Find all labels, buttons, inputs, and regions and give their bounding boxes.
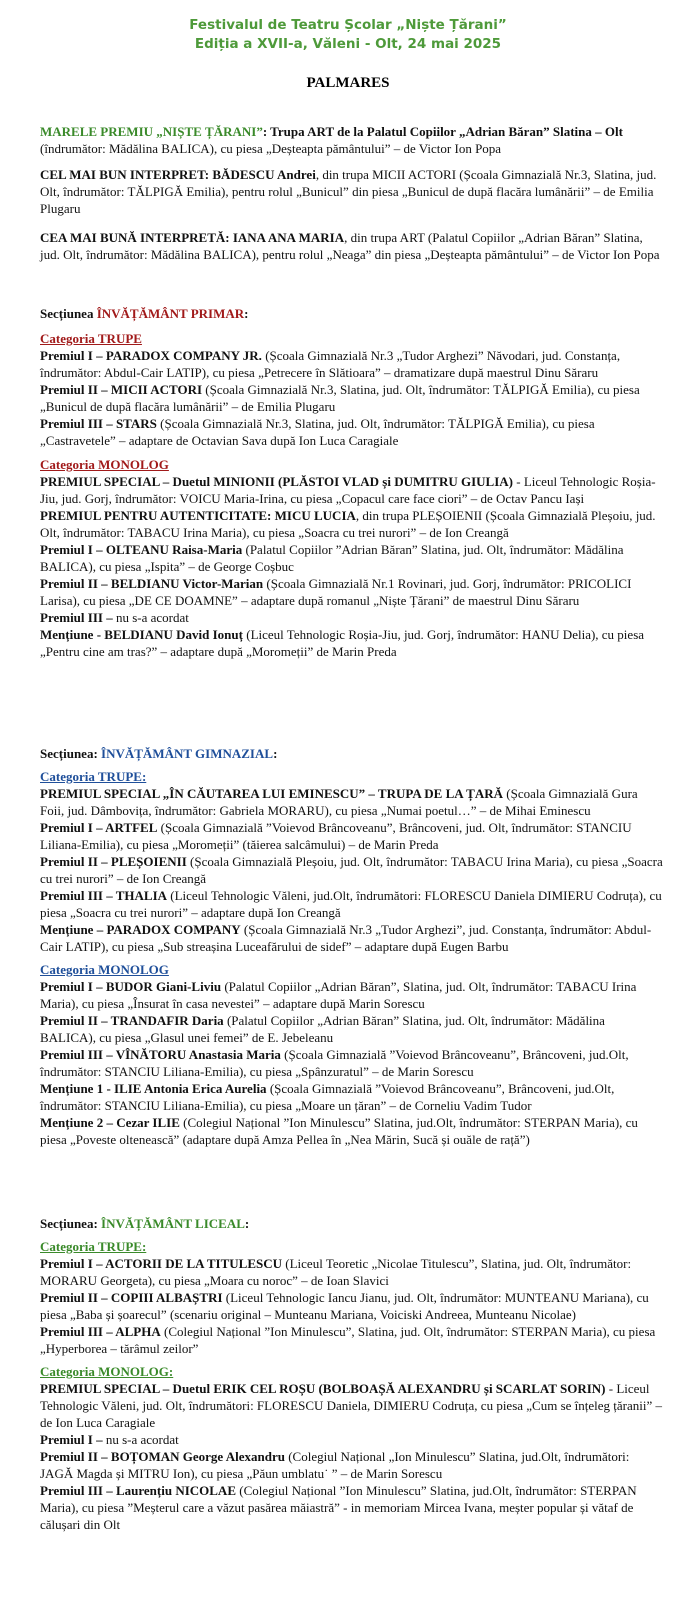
award-title: Premiul III – VÎNĂTORU Anastasia Maria xyxy=(40,1047,281,1062)
award-detail: (Liceul Tehnologic Roșia-Jiu, jud. Gorj, îndrumător: HANU Delia), cu piesa „Pentru cine am tras?” – adaptare după „Moromeții” de Marin Preda xyxy=(40,627,645,659)
award-title: Premiul III – STARS xyxy=(40,416,157,431)
award-entry xyxy=(40,921,664,955)
award-detail: (Școala Gimnazială Nr.3 „Tudor Arghezi”, jud. Constanța, îndrumător: Abdul-Cair LATIP), cu piesa „Sub streașina Luceafărului de sidef” – adaptare după Eugen Barbu xyxy=(40,922,652,954)
award-title: Premiul I – xyxy=(40,1432,103,1447)
best-actor xyxy=(40,166,664,217)
category-title: Categoria MONOLOG xyxy=(40,962,169,977)
award-title: Premiul II – MICII ACTORI xyxy=(40,382,203,397)
award-detail: (Palatul Copiilor „Adrian Băran”, Slatina, jud. Olt, îndrumător: TABACU Irina Maria), cu piesa „Însurat în casa nevestei” – adaptare după Marin Sorescu xyxy=(40,979,637,1011)
award-title: Mențiune - BELDIANU David Ionuț xyxy=(40,627,243,642)
award-detail: (Școala Gimnazială Pleșoiu, jud. Olt, îndrumător: TABACU Irina Maria), cu piesa „Soacra cu trei nurori” – de Ion Creangă xyxy=(40,854,663,886)
award-detail: (Liceul Tehnologic Iancu Jianu, jud. Olt, îndrumător: MUNTEANU Mariana), cu piesa „Baba și șoarecul” (scenariu original – Munteanu Mariana, Voiciski Andreea, Munteanu Nicolae) xyxy=(40,1290,649,1322)
award-detail: (Palatul Copiilor „Adrian Băran” Slatina, jud. Olt, îndrumător: Mădălina BALICA), cu piesa „Glasul unei femei” de E. Jebeleanu xyxy=(40,1013,605,1045)
section-suffix: : xyxy=(244,306,249,321)
award-entry xyxy=(40,853,664,887)
award-title: Premiul I – ACTORII DE LA TITULESCU xyxy=(40,1256,283,1271)
section-name: ÎNVĂȚĂMÂNT GIMNAZIAL xyxy=(101,746,274,761)
award-entry xyxy=(40,609,664,626)
award-entry xyxy=(40,1380,664,1431)
award-entry xyxy=(40,347,664,381)
award-title: Premiul II – BOȚOMAN George Alexandru xyxy=(40,1449,285,1464)
award-detail: (Colegiul Național ”Ion Minulescu” Slatina, jud.Olt, îndrumător: STERPAN Maria), cu piesa „Poveste oltenească” (adaptare după Amza Pellea în „Nea Mărin, Sucă și ouăle de rață”) xyxy=(40,1115,638,1147)
award-detail: - Liceul Tehnologic Roșia-Jiu, jud. Gorj, îndrumător: VOICU Maria-Irina, cu piesa „Copacul care face ciori” – de Octav Pancu Iași xyxy=(40,474,656,506)
category-title: Categoria TRUPE: xyxy=(40,1239,147,1254)
award-list xyxy=(40,1255,664,1357)
award-detail: - Liceul Tehnologic Văleni, jud. Olt, îndrumători: FLORESCU Daniela, DIMIERU Codruța, cu piesa „Cum se înțeleg țăranii” – de Ion Luca Caragiale xyxy=(40,1381,663,1430)
award-entry xyxy=(40,1323,664,1357)
award-entry xyxy=(40,575,664,609)
award-title: PREMIUL SPECIAL – Duetul MINIONII (PLĂSTOI VLAD și DUMITRU GIULIA) xyxy=(40,474,514,489)
section-primar xyxy=(40,305,664,660)
section-name: ÎNVĂȚĂMÂNT PRIMAR xyxy=(96,306,245,321)
award-entry xyxy=(40,1046,664,1080)
best-actress-detail: , din trupa ART (Palatul Copiilor „Adrian Băran” Slatina, jud. Olt, îndrumător: Mădălina BALICA), pentru rolul „Neaga” din piesa „Deșteapta pământului” – de Victor Ion Popa xyxy=(40,230,660,262)
award-detail: (Școala Gimnazială ”Voievod Brâncoveanu”, Brâncoveni, jud.Olt, îndrumător: STANCIU Liliana-Emilia), cu piesa „Spânzuratul” – de Marin Sorescu xyxy=(40,1047,629,1079)
section-suffix: : xyxy=(244,1216,250,1231)
award-entry xyxy=(40,1482,664,1533)
award-entry xyxy=(40,819,664,853)
award-detail: (Colegiul Național ”Ion Minulescu”, Slatina, jud. Olt, îndrumător: STERPAN Maria), cu piesa „Hyperborea – tărâmul zeilor” xyxy=(40,1324,656,1356)
award-detail: (Școala Gimnazială Nr.3, Slatina, jud. Olt, îndrumător: TĂLPIGĂ Emilia), cu piesa „Castravetele” – adaptare de Octavian Sava după Ion Luca Caragiale xyxy=(40,416,595,448)
grand-prize-detail: (îndrumător: Mădălina BALICA), cu piesa „Deșteapta pământului” – de Victor Ion Popa xyxy=(40,141,502,156)
category-title: Categoria TRUPE xyxy=(40,331,142,346)
best-actress-label: CEA MAI BUNĂ INTERPRETĂ: IANA ANA MARIA xyxy=(40,230,345,245)
award-title: Mențiune – PARADOX COMPANY xyxy=(40,922,241,937)
award-list xyxy=(40,473,664,660)
award-entry xyxy=(40,1289,664,1323)
palmares-heading: PALMARES xyxy=(306,75,390,91)
award-detail: (Școala Gimnazială ”Voievod Brâncoveanu”, Brâncoveni, jud. Olt, îndrumător: STANCIU Liliana-Emilia), cu piesa „Moromeții” (tăierea salcâmului) – de Marin Preda xyxy=(40,820,632,852)
section-gimnazial xyxy=(40,745,664,1148)
award-detail: (Școala Gimnazială Nr.1 Rovinari, jud. Gorj, îndrumător: PRICOLICI Larisa), cu piesa „DE CE DOAMNE” – adaptare după romanul „Niște Țărani” de maestrul Dinu Săraru xyxy=(40,576,632,608)
section-name: ÎNVĂȚĂMÂNT LICEAL xyxy=(101,1216,245,1231)
award-entry xyxy=(40,1114,664,1148)
grand-prize-label: MARELE PREMIU „NIȘTE ȚĂRANI” xyxy=(40,124,263,139)
award-detail: nu s-a acordat xyxy=(112,610,189,625)
award-title: Premiul I – BUDOR Giani-Liviu xyxy=(40,979,222,994)
award-entry xyxy=(40,626,664,660)
section-prefix: Secțiunea: xyxy=(40,1216,102,1231)
award-list xyxy=(40,347,664,449)
award-detail: (Liceul Teoretic „Nicolae Titulescu”, Slatina, jud. Olt, îndrumător: MORARU Georgeta), cu piesa „Moara cu noroc” – de Ioan Slavici xyxy=(40,1256,632,1288)
award-detail: (Școala Gimnazială Nr.3 „Tudor Arghezi” Năvodari, jud. Constanța, îndrumător: Abdul-Cair LATIP), cu piesa „Petrecere în Slătioara” – dramatizare după maestrul Dinu Săraru xyxy=(40,348,621,380)
festival-edition: Ediția a XVII-a, Văleni - Olt, 24 mai 2025 xyxy=(194,36,502,52)
award-title: Premiul II – BELDIANU Victor-Marian xyxy=(40,576,264,591)
award-entry xyxy=(40,1255,664,1289)
award-title: Premiul III – xyxy=(40,610,113,625)
award-detail: (Școala Gimnazială ”Voievod Brâncoveanu”, Brâncoveni, jud.Olt, îndrumător: STANCIU Liliana-Emilia), cu piesa „Moare un țăran” – de Corneliu Vadim Tudor xyxy=(40,1081,615,1113)
award-detail: , din trupa PLEȘOIENII (Școala Gimnazială Pleșoiu, jud. Olt, îndrumător: TABACU Irina Maria), cu piesa „Soacra cu trei nurori” – de Ion Creangă xyxy=(40,508,656,540)
grand-prize xyxy=(40,123,664,157)
award-entry xyxy=(40,473,664,507)
award-entry xyxy=(40,1080,664,1114)
award-entry xyxy=(40,381,664,415)
award-detail: (Liceul Tehnologic Văleni, jud.Olt, îndrumători: FLORESCU Daniela DIMIERU Codruța), cu piesa „Soacra cu trei nurori” – adaptare după Ion Creangă xyxy=(40,888,662,920)
award-detail: (Palatul Copiilor ”Adrian Băran” Slatina, jud. Olt, îndrumător: Mădălina BALICA), cu piesa „Ispita” – de George Coșbuc xyxy=(40,542,624,574)
award-list xyxy=(40,978,664,1148)
award-title: Premiul I – PARADOX COMPANY JR. xyxy=(40,348,262,363)
section-suffix: : xyxy=(273,746,278,761)
award-list xyxy=(40,785,664,955)
award-entry xyxy=(40,1431,664,1448)
award-entry xyxy=(40,1012,664,1046)
award-title: PREMIUL PENTRU AUTENTICITATE: MICU LUCIA xyxy=(40,508,356,523)
award-title: Premiul I – ARTFEL xyxy=(40,820,158,835)
section-liceal xyxy=(40,1215,664,1533)
award-title: Premiul II – TRANDAFIR Daria xyxy=(40,1013,224,1028)
award-detail: (Școala Gimnazială Gura Foii, jud. Dâmbovița, îndrumător: Gabriela MORARU), cu piesa „Numai poetul…” – de Mihai Eminescu xyxy=(40,786,638,818)
section-prefix: Secțiunea xyxy=(40,306,97,321)
award-title: Mențiune 2 – Cezar ILIE xyxy=(40,1115,180,1130)
award-title: Premiul III – ALPHA xyxy=(40,1324,161,1339)
best-actor-label: CEL MAI BUN INTERPRET: BĂDESCU Andrei xyxy=(40,167,316,182)
award-detail: nu s-a acordat xyxy=(102,1432,179,1447)
award-detail: (Colegiul Național „Ion Minulescu” Slatina, jud.Olt, îndrumători: JAGĂ Magda și MITRU Ion), cu piesa „Păun umblatu˙ ” – de Marin Sorescu xyxy=(40,1449,630,1481)
award-entry xyxy=(40,1448,664,1482)
award-entry xyxy=(40,785,664,819)
award-title: Premiul III – THALIA xyxy=(40,888,168,903)
award-title: Premiul III – Laurențiu NICOLAE xyxy=(40,1483,236,1498)
award-entry xyxy=(40,887,664,921)
category-title: Categoria MONOLOG xyxy=(40,457,169,472)
best-actress xyxy=(40,229,664,263)
award-entry xyxy=(40,541,664,575)
grand-prize-winner: : Trupa ART de la Palatul Copiilor „Adrian Băran” Slatina – Olt xyxy=(262,124,623,139)
section-prefix: Secțiunea: xyxy=(40,746,102,761)
award-list xyxy=(40,1380,664,1533)
category-title: Categoria MONOLOG: xyxy=(40,1364,174,1379)
best-actor-detail: , din trupa MICII ACTORI (Școala Gimnazială Nr.3, Slatina, jud. Olt, îndrumător: TĂLPIGĂ Emilia), pentru rolul „Bunicul” din piesa „Bunicul de după flacăra lumânării” – de Emilia Plugaru xyxy=(40,167,657,216)
award-title: Premiul II – COPIII ALBAȘTRI xyxy=(40,1290,223,1305)
category-title: Categoria TRUPE: xyxy=(40,769,147,784)
award-entry xyxy=(40,978,664,1012)
award-title: PREMIUL SPECIAL – Duetul ERIK CEL ROȘU (BOLBOAȘĂ ALEXANDRU și SCARLAT SORIN) xyxy=(40,1381,606,1396)
award-title: Mențiune 1 - ILIE Antonia Erica Aurelia xyxy=(40,1081,267,1096)
award-title: PREMIUL SPECIAL „ÎN CĂUTAREA LUI EMINESCU” – TRUPA DE LA ȚARĂ xyxy=(40,786,504,801)
award-title: Premiul II – PLEȘOIENII xyxy=(40,854,187,869)
award-detail: (Colegiul Național ”Ion Minulescu” Slatina, jud.Olt, îndrumător: STERPAN Maria), cu piesa ”Meșterul care a văzut pasărea măiastră” - in memoriam Mircea Ivana, meșter popular și vătaf de călușari din Olt xyxy=(40,1483,637,1532)
award-entry xyxy=(40,415,664,449)
award-title: Premiul I – OLTEANU Raisa-Maria xyxy=(40,542,243,557)
award-detail: (Școala Gimnazială Nr.3, Slatina, jud. Olt, îndrumător: TĂLPIGĂ Emilia), cu piesa „Bunicul de după flacăra lumânării” – de Emilia Plugaru xyxy=(40,382,640,414)
award-entry xyxy=(40,507,664,541)
festival-title: Festivalul de Teatru Școlar „Niște Țărani” xyxy=(189,17,507,33)
